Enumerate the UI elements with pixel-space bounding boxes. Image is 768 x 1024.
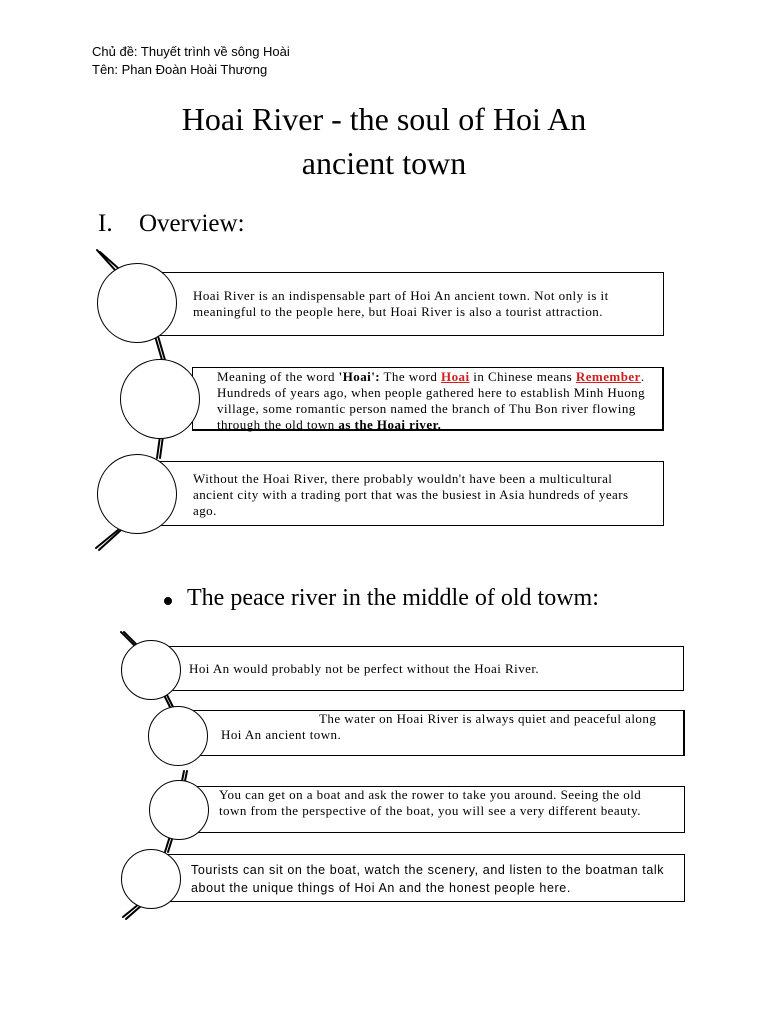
peace-item-2-text: The water on Hoai River is always quiet and peaceful along Hoi An ancient town.: [221, 711, 657, 742]
timeline-node-circle: [149, 780, 209, 840]
timeline-node-circle: [97, 454, 177, 534]
peace-item-1: [160, 646, 684, 691]
meaning-text-c: in Chinese means: [469, 369, 576, 384]
peace-item-4: [160, 854, 685, 902]
peace-item-3: [190, 786, 685, 833]
meaning-term-hoai: 'Hoai':: [338, 369, 381, 384]
timeline-node-circle: [97, 263, 177, 343]
highlight-hoai: Hoai: [441, 369, 470, 384]
timeline-node-circle: [120, 359, 200, 439]
timeline-node-circle: [121, 849, 181, 909]
meaning-text-bold: as the Hoai river.: [338, 417, 442, 432]
peace-item-2: [190, 710, 685, 756]
peace-item-4-text: Tourists can sit on the boat, watch the scenery, and listen to the boatman talk about the unique things of Hoi An and the honest people here.: [191, 863, 665, 895]
meaning-text-b: The word: [380, 369, 442, 384]
timeline-node-circle: [121, 640, 181, 700]
meaning-text-d: . Hundreds of years ago, when people gathered here to establish Minh Huong village, some romantic person named the branch of Thu Bon river flowing through the old town: [217, 369, 646, 432]
overview-item-1-text: Hoai River is an indispensable part of Hoi An ancient town. Not only is it meaningful to the people here, but Hoai River is also a tourist attraction.: [193, 288, 609, 319]
author-line: Tên: Phan Đoàn Hoài Thương: [92, 62, 268, 77]
topic-line: Chủ đề: Thuyết trình về sông Hoài: [92, 44, 290, 59]
overview-item-2: [192, 367, 664, 431]
peace-item-1-text: Hoi An would probably not be perfect without the Hoai River.: [189, 661, 540, 676]
overview-item-3-text: Without the Hoai River, there probably wouldn't have been a multicultural ancient city with a trading port that was the busiest in Asia hundreds of years ago.: [193, 471, 629, 518]
highlight-remember: Remember: [575, 369, 641, 384]
section2-heading: The peace river in the middle of old towm:: [187, 585, 599, 611]
peace-item-3-text: You can get on a boat and ask the rower to take you around. Seeing the old town from the perspective of the boat, you will see a very different beauty.: [219, 787, 642, 818]
overview-item-1: [160, 272, 664, 336]
section1-heading: Overview:: [139, 210, 245, 237]
overview-item-3: [160, 461, 664, 526]
page-title-line1: Hoai River - the soul of Hoi An: [181, 101, 587, 137]
meaning-text-a: Meaning of the word: [217, 369, 339, 384]
page-title-line2: ancient town: [301, 145, 467, 181]
section1-numeral: I.: [98, 210, 113, 237]
timeline-node-circle: [148, 706, 208, 766]
bullet-dot: [164, 597, 172, 605]
